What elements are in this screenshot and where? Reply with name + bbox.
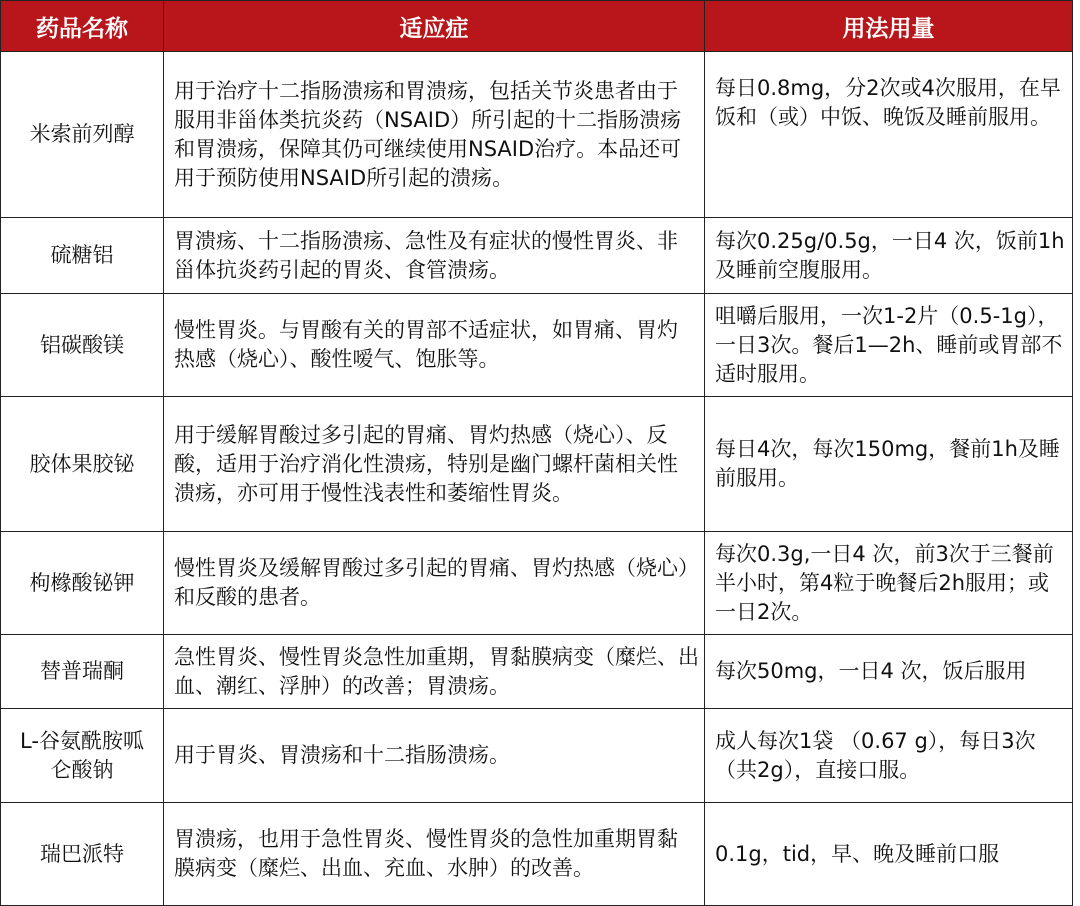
header-drug-name: 药品名称 [1, 1, 164, 52]
indication: 用于治疗十二指肠溃疡和胃溃疡，包括关节炎患者由于服用非甾体类抗炎药（NSAID）所引起的十二指肠溃疡和胃溃疡，保障其仍可继续使用NSAID治疗。本品还可用于预防使用NSAID所引起的溃疡。 [164, 52, 705, 218]
drug-name: 铝碳酸镁 [1, 294, 164, 397]
indication: 慢性胃炎。与胃酸有关的胃部不适症状，如胃痛、胃灼热感（烧心）、酸性嗳气、饱胀等。 [164, 294, 705, 397]
table-row [1, 218, 1073, 294]
header-row [1, 1, 1073, 52]
dosage: 每次50mg，一日4 次，饭后服用 [705, 635, 1073, 709]
drug-name: 硫糖铝 [1, 218, 164, 294]
drug-name: 枸橼酸铋钾 [1, 532, 164, 635]
table-row [1, 294, 1073, 397]
drug-name: 瑞巴派特 [1, 803, 164, 906]
drug-name: L-谷氨酰胺呱仑酸钠 [1, 709, 164, 803]
indication: 急性胃炎、慢性胃炎急性加重期，胃黏膜病变（糜烂、出血、潮红、浮肿）的改善；胃溃疡。 [164, 635, 705, 709]
dosage: 每次0.25g/0.5g，一日4 次，饭前1h及睡前空腹服用。 [705, 218, 1073, 294]
indication: 用于缓解胃酸过多引起的胃痛、胃灼热感（烧心）、反酸，适用于治疗消化性溃疡，特别是幽门螺杆菌相关性溃疡，亦可用于慢性浅表性和萎缩性胃炎。 [164, 397, 705, 532]
header-indication: 适应症 [164, 1, 705, 52]
dosage: 成人每次1袋 （0.67 g），每日3次（共2g），直接口服。 [705, 709, 1073, 803]
dosage: 每日4次，每次150mg，餐前1h及睡前服用。 [705, 397, 1073, 532]
table-row [1, 532, 1073, 635]
table-row [1, 397, 1073, 532]
dosage: 咀嚼后服用，一次1-2片（0.5-1g），一日3次。餐后1—2h、睡前或胃部不适时服用。 [705, 294, 1073, 397]
table-row [1, 635, 1073, 709]
drug-name: 替普瑞酮 [1, 635, 164, 709]
indication: 胃溃疡，也用于急性胃炎、慢性胃炎的急性加重期胃黏膜病变（糜烂、出血、充血、水肿）的改善。 [164, 803, 705, 906]
drug-name: 米索前列醇 [1, 52, 164, 218]
dosage: 0.1g，tid，早、晚及睡前口服 [705, 803, 1073, 906]
indication: 用于胃炎、胃溃疡和十二指肠溃疡。 [164, 709, 705, 803]
table-row [1, 803, 1073, 906]
dosage: 每次0.3g,一日4 次，前3次于三餐前半小时，第4粒于晚餐后2h服用；或一日2次。 [705, 532, 1073, 635]
drug-name: 胶体果胶铋 [1, 397, 164, 532]
header-dosage: 用法用量 [705, 1, 1073, 52]
indication: 慢性胃炎及缓解胃酸过多引起的胃痛、胃灼热感（烧心）和反酸的患者。 [164, 532, 705, 635]
dosage: 每日0.8mg，分2次或4次服用，在早饭和（或）中饭、晚饭及睡前服用。 [705, 52, 1073, 218]
table-row [1, 709, 1073, 803]
indication: 胃溃疡、十二指肠溃疡、急性及有症状的慢性胃炎、非甾体抗炎药引起的胃炎、食管溃疡。 [164, 218, 705, 294]
table-row [1, 52, 1073, 218]
